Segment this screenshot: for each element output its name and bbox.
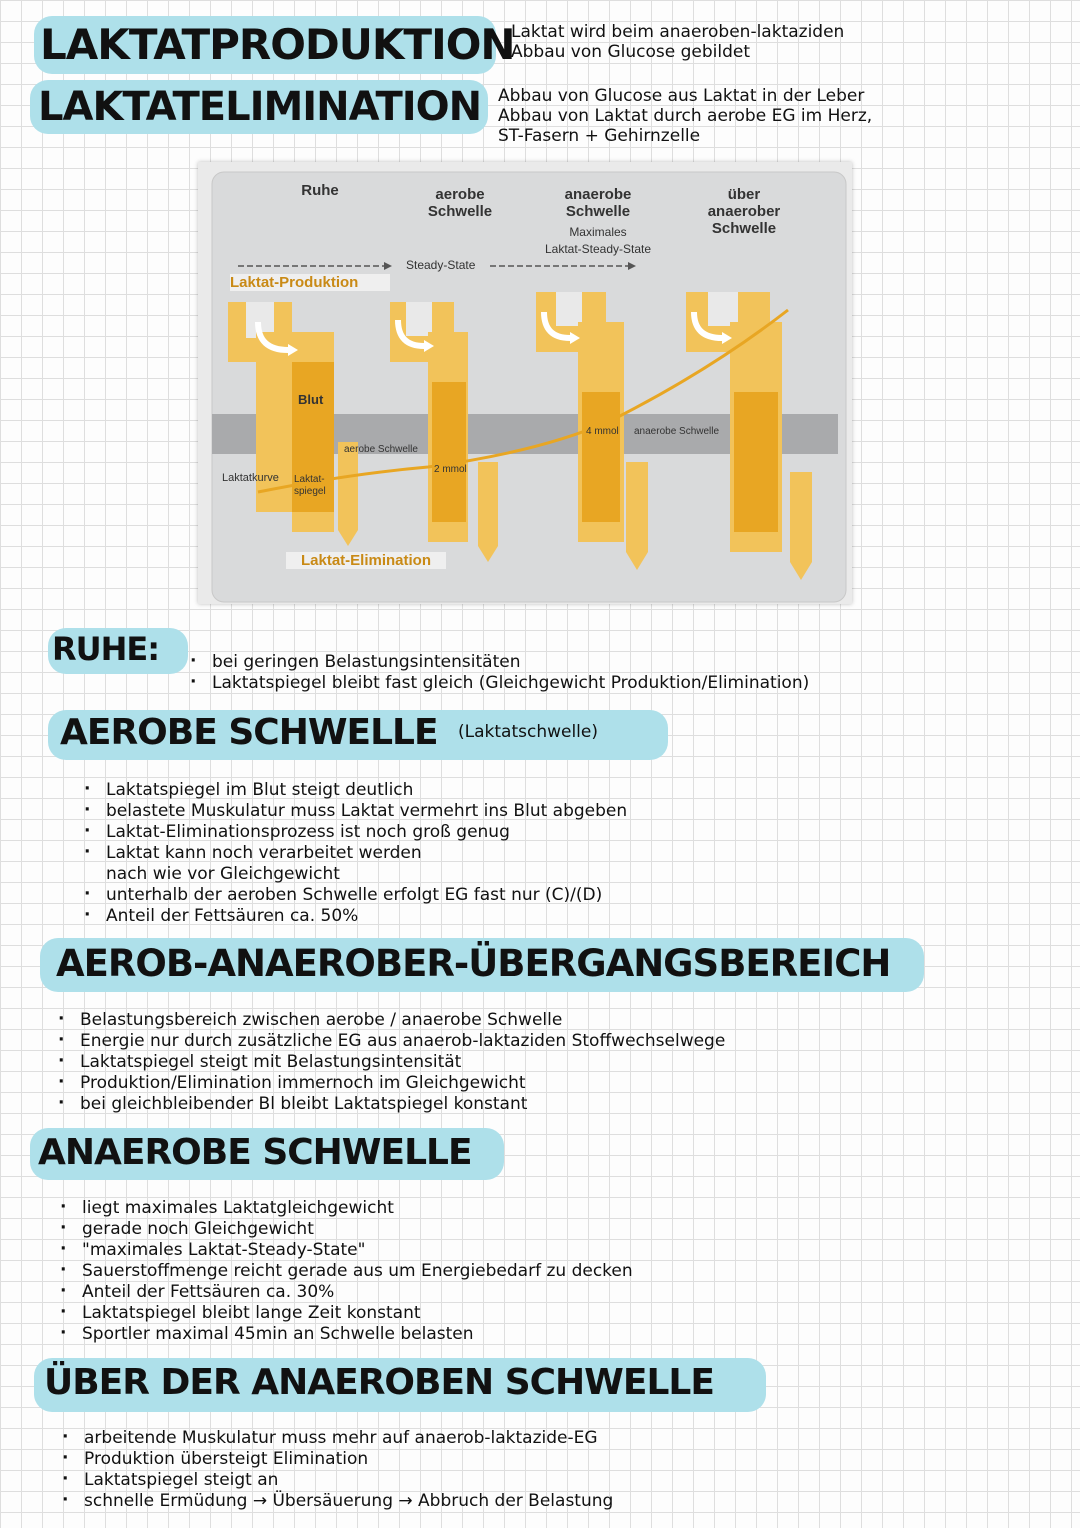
uebergang-item: · Belastungsbereich zwischen aerobe / anaerobe Schwelle bbox=[58, 1010, 725, 1031]
laktatspiegel-label: Laktat- spiegel bbox=[294, 474, 326, 497]
aerobe-item: · Laktat-Eliminationsprozess ist noch groß genug bbox=[84, 822, 627, 843]
anaerobe-schwelle-band-label: anaerobe Schwelle bbox=[634, 426, 720, 437]
max-steady-state-label: Maximales Laktat-Steady-State bbox=[544, 225, 652, 256]
ruhe-item: · Laktatspiegel bleibt fast gleich (Gleichgewicht Produktion/Elimination) bbox=[190, 673, 809, 694]
ueber-item: · schnelle Ermüdung → Übersäuerung → Abbruch der Belastung bbox=[62, 1491, 613, 1512]
ueber-item: · Laktatspiegel steigt an bbox=[62, 1470, 613, 1491]
uebergang-item: · bei gleichbleibender Bl bleibt Laktatspiegel konstant bbox=[58, 1094, 725, 1115]
ueber-item: · Produktion übersteigt Elimination bbox=[62, 1449, 613, 1470]
anaerobe-item: · "maximales Laktat-Steady-State" bbox=[60, 1240, 633, 1261]
anaerobe-item: · Laktatspiegel bleibt lange Zeit konstant bbox=[60, 1303, 633, 1324]
aerobe-subtitle: (Laktatschwelle) bbox=[458, 722, 598, 742]
aerobe-item: · unterhalb der aeroben Schwelle erfolgt EG fast nur (C)/(D) bbox=[84, 885, 627, 906]
ueber-title: ÜBER DER ANAEROBEN SCHWELLE bbox=[44, 1362, 714, 1403]
elimination-note-line-2: Abbau von Laktat durch aerobe EG im Herz, bbox=[498, 106, 873, 126]
anaerobe-title: ANAEROBE SCHWELLE bbox=[38, 1132, 472, 1173]
title-laktatelimination: LAKTATELIMINATION bbox=[38, 84, 482, 130]
anaerobe-item: · Sportler maximal 45min an Schwelle belasten bbox=[60, 1324, 633, 1345]
ueber-list bbox=[62, 1428, 613, 1512]
uebergang-title: AEROB-ANAEROBER-ÜBERGANGSBEREICH bbox=[56, 942, 891, 985]
elimination-note-line-1: Abbau von Glucose aus Laktat in der Leber bbox=[498, 86, 865, 106]
aerobe-item: · Laktatspiegel im Blut steigt deutlich bbox=[84, 780, 627, 801]
ruhe-item: · bei geringen Belastungsintensitäten bbox=[190, 652, 809, 673]
anaerobe-item: · gerade noch Gleichgewicht bbox=[60, 1219, 633, 1240]
anaerobe-list bbox=[60, 1198, 633, 1345]
aerobe-item: · Laktat kann noch verarbeitet werden bbox=[84, 843, 627, 864]
mmol-4-label: 4 mmol bbox=[586, 426, 619, 437]
production-note-line-2: Abbau von Glucose gebildet bbox=[511, 42, 750, 62]
laktat-elimination-label: Laktat-Elimination bbox=[286, 552, 446, 569]
stage-label-ueber: über anaerober Schwelle bbox=[707, 186, 781, 237]
production-note-line-1: Laktat wird beim anaeroben-laktaziden bbox=[511, 22, 845, 42]
mmol-2-label: 2 mmol bbox=[434, 464, 467, 475]
steady-state-label: Steady-State bbox=[406, 258, 476, 272]
uebergang-item: · Energie nur durch zusätzliche EG aus anaerob-laktaziden Stoffwechselwege bbox=[58, 1031, 725, 1052]
laktat-produktion-label: Laktat-Produktion bbox=[230, 274, 390, 291]
blut-label: Blut bbox=[298, 392, 324, 407]
title-laktatproduktion: LAKTATPRODUKTION bbox=[40, 20, 515, 69]
aerobe-item: nach wie vor Gleichgewicht bbox=[106, 864, 340, 884]
ueber-item: · arbeitende Muskulatur muss mehr auf anaerob-laktazide-EG bbox=[62, 1428, 613, 1449]
laktatkurve-label: Laktatkurve bbox=[222, 472, 279, 484]
aerobe-schwelle-band-label: aerobe Schwelle bbox=[344, 444, 418, 455]
production-note bbox=[495, 22, 844, 62]
aerobe-title: AEROBE SCHWELLE bbox=[60, 712, 438, 753]
uebergang-item: · Laktatspiegel steigt mit Belastungsintensität bbox=[58, 1052, 725, 1073]
anaerobe-item: · Anteil der Fettsäuren ca. 30% bbox=[60, 1282, 633, 1303]
uebergang-list bbox=[58, 1010, 725, 1115]
ruhe-title: RUHE: bbox=[52, 630, 160, 668]
uebergang-item: · Produktion/Elimination immernoch im Gleichgewicht bbox=[58, 1073, 725, 1094]
aerobe-item: · Anteil der Fettsäuren ca. 50% bbox=[84, 906, 627, 927]
aerobe-item: · belastete Muskulatur muss Laktat vermehrt ins Blut abgeben bbox=[84, 801, 627, 822]
elimination-note-line-3: ST-Fasern + Gehirnzelle bbox=[498, 126, 701, 146]
ruhe-list bbox=[190, 652, 809, 694]
anaerobe-item: · Sauerstoffmenge reicht gerade aus um Energiebedarf zu decken bbox=[60, 1261, 633, 1282]
stage-label-anaerobe: anaerobe Schwelle bbox=[564, 186, 632, 220]
stage-label-ruhe: Ruhe bbox=[301, 182, 339, 199]
lactate-diagram bbox=[198, 162, 852, 604]
elimination-note bbox=[482, 86, 872, 146]
anaerobe-item: · liegt maximales Laktatgleichgewicht bbox=[60, 1198, 633, 1219]
aerobe-list bbox=[84, 780, 627, 927]
stage-label-aerobe: aerobe Schwelle bbox=[427, 186, 493, 220]
